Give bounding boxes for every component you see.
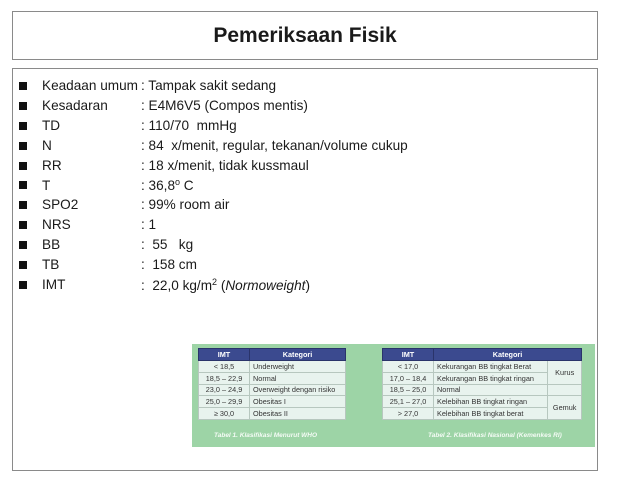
table-header-row — [199, 349, 346, 361]
vital-item — [19, 116, 408, 136]
who-bmi-table — [198, 348, 346, 420]
national-bmi-table — [382, 348, 582, 420]
national-table-caption: Tabel 2. Klasifikasi Nasional (Kemenkes RI) — [428, 432, 562, 439]
table-cell: Normal — [434, 384, 548, 396]
vital-value: : 158 cm — [141, 257, 197, 273]
table-cell: 18,5 – 22,9 — [199, 372, 250, 384]
table-cell: 23,0 – 24,9 — [199, 384, 250, 396]
square-bullet-icon — [19, 221, 27, 229]
table-cell: Kelebihan BB tingkat ringan — [434, 396, 548, 408]
table-cell: Kelebihan BB tingkat berat — [434, 408, 548, 420]
vital-item — [19, 136, 408, 156]
table-cell: Normal — [250, 372, 346, 384]
vital-label: IMT — [42, 277, 66, 293]
square-bullet-icon — [19, 142, 27, 150]
square-bullet-icon — [19, 102, 27, 110]
vital-value — [141, 178, 194, 193]
vital-label: RR — [42, 157, 62, 173]
vital-item — [19, 96, 408, 116]
vital-value: : 99% room air — [141, 197, 230, 213]
table-row — [383, 361, 582, 373]
table-row — [199, 384, 346, 396]
vital-item — [19, 195, 408, 215]
vital-value-close: ) — [305, 277, 310, 293]
vital-value-unit: C — [180, 178, 194, 194]
group-cell-gemuk: Gemuk — [548, 396, 582, 420]
table-cell: 18,5 – 25,0 — [383, 384, 434, 396]
bmi-tables-image — [192, 344, 595, 447]
vital-label: NRS — [42, 217, 71, 233]
vital-label: SPO2 — [42, 197, 79, 213]
vital-value-category: Normoweight — [225, 277, 306, 293]
vital-value-open: ( — [217, 277, 226, 293]
vital-value: : 110/70 mmHg — [141, 117, 237, 133]
squared-superscript: 2 — [212, 276, 218, 287]
square-bullet-icon — [19, 201, 27, 209]
vital-label: Kesadaran — [42, 98, 108, 114]
table-header: Kategori — [250, 349, 346, 361]
table-cell: ≥ 30,0 — [199, 408, 250, 420]
square-bullet-icon — [19, 162, 27, 170]
square-bullet-icon — [19, 261, 27, 269]
table-cell: Underweight — [250, 361, 346, 373]
table-cell: Kekurangan BB tingkat ringan — [434, 372, 548, 384]
vital-label: TD — [42, 117, 61, 133]
vital-item — [19, 76, 408, 96]
table-cell: 25,0 – 29,9 — [199, 396, 250, 408]
table-header: IMT — [199, 349, 250, 361]
vital-value: : 84 x/menit, regular, tekanan/volume cukup — [141, 137, 408, 153]
table-cell: < 18,5 — [199, 361, 250, 373]
table-row — [199, 372, 346, 384]
table-cell: 25,1 – 27,0 — [383, 396, 434, 408]
table-cell: Kekurangan BB tingkat Berat — [434, 361, 548, 373]
vital-value-main: : 22,0 kg/m — [141, 277, 213, 293]
table-cell-empty — [548, 384, 582, 396]
square-bullet-icon — [19, 281, 27, 289]
table-cell: 17,0 – 18,4 — [383, 372, 434, 384]
degree-superscript: o — [175, 177, 181, 188]
table-row — [199, 361, 346, 373]
vital-label: N — [42, 137, 52, 153]
vital-label: T — [42, 177, 51, 193]
table-cell: Obesitas I — [250, 396, 346, 408]
vital-value: : 1 — [141, 217, 157, 233]
square-bullet-icon — [19, 181, 27, 189]
vital-item — [19, 215, 408, 235]
vital-item — [19, 275, 408, 295]
vital-value — [141, 278, 310, 293]
vital-item — [19, 175, 408, 195]
vital-label: BB — [42, 237, 61, 253]
table-header: Kategori — [434, 349, 582, 361]
table-cell: < 17,0 — [383, 361, 434, 373]
table-row — [383, 396, 582, 408]
who-table-caption: Tabel 1. Klasifikasi Menurut WHO — [214, 432, 318, 439]
vital-value: : 55 kg — [141, 237, 194, 253]
vital-value: : 18 x/menit, tidak kussmaul — [141, 157, 309, 173]
table-row — [383, 384, 582, 396]
square-bullet-icon — [19, 241, 27, 249]
table-header-row — [383, 349, 582, 361]
table-header: IMT — [383, 349, 434, 361]
vital-label: Keadaan umum — [42, 78, 138, 94]
table-row — [199, 408, 346, 420]
vital-label: TB — [42, 257, 60, 273]
vital-value-main: : 36,8 — [141, 178, 176, 194]
slide-title: Pemeriksaan Fisik — [213, 23, 397, 47]
vital-item — [19, 156, 408, 176]
table-cell: Overweight dengan risiko — [250, 384, 346, 396]
vital-value: : Tampak sakit sedang — [141, 78, 277, 94]
table-cell: Obesitas II — [250, 408, 346, 420]
table-cell: > 27,0 — [383, 408, 434, 420]
square-bullet-icon — [19, 122, 27, 130]
vital-value: : E4M6V5 (Compos mentis) — [141, 98, 308, 114]
slide-title-box — [12, 11, 598, 60]
vital-item — [19, 235, 408, 255]
group-cell-kurus: Kurus — [548, 361, 582, 385]
square-bullet-icon — [19, 82, 27, 90]
vitals-list — [19, 76, 408, 295]
vital-item — [19, 255, 408, 275]
table-row — [199, 396, 346, 408]
